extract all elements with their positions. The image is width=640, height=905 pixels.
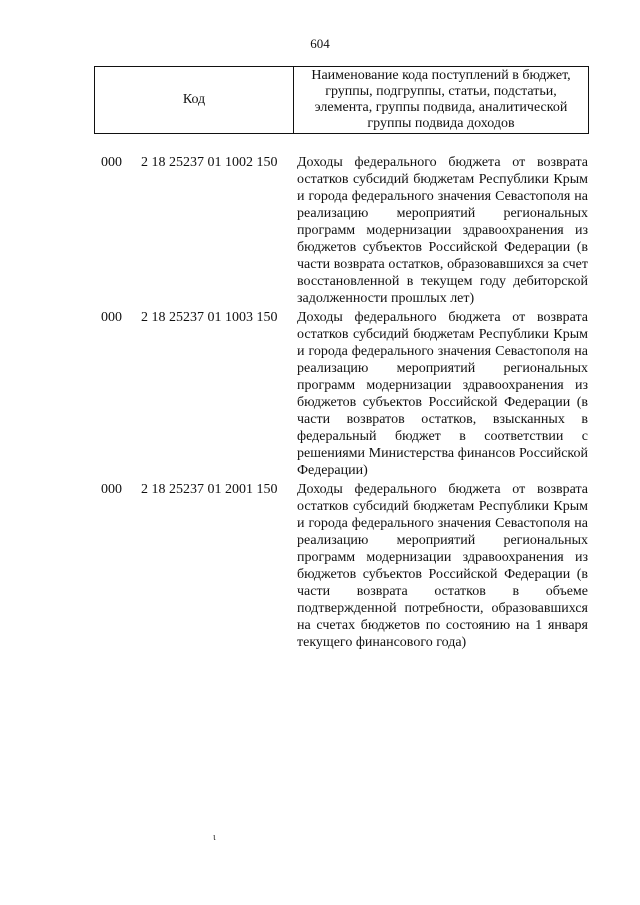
entry-revenue-code: 2 18 25237 01 1003 150	[141, 310, 278, 325]
entry-revenue-code: 2 18 25237 01 2001 150	[141, 482, 278, 497]
entry	[0, 154, 640, 307]
entry-description: Доходы федерального бюджета от возврата остатков субсидий бюджетам Республики Крым и города федерального значения Севастополя на реализацию мероприятий региональных программ модернизации здравоохранения из бюджетов субъектов Российской Федерации (в части возврата остатков, образовавшихся за счет восстановленной в текущем году дебиторской задолженности прошлых лет)	[297, 155, 588, 306]
entry-description: Доходы федерального бюджета от возврата остатков субсидий бюджетам Республики Крым и города федерального значения Севастополя на реализацию мероприятий региональных программ модернизации здравоохранения из бюджетов субъектов Российской Федерации (в части возвратов остатков, взысканных в федеральный бюджет в соответствии с решениями Министерства финансов Российской Федерации)	[297, 310, 588, 478]
entry-admin-code: 000	[101, 482, 122, 497]
bottom-mark: ι	[213, 832, 216, 843]
header-name-cell: Наименование кода поступлений в бюджет, группы, подгруппы, статьи, подстатьи, элемента, группы подвида, аналитической группы подвида доходов	[311, 68, 571, 131]
entry-revenue-code: 2 18 25237 01 1002 150	[141, 155, 278, 170]
entry-admin-code: 000	[101, 310, 122, 325]
entry	[0, 481, 640, 651]
entry-description: Доходы федерального бюджета от возврата остатков субсидий бюджетам Республики Крым и города федерального значения Севастополя на реализацию мероприятий региональных программ модернизации здравоохранения из бюджетов субъектов Российской Федерации (в части возврата остатков в объеме подтвержденной потребности, образовавшихся на счетах бюджетов по состоянию на 1 января текущего финансового года)	[297, 482, 588, 650]
entry	[0, 309, 640, 479]
entry-admin-code: 000	[101, 155, 122, 170]
entries-list	[0, 154, 640, 653]
page-number: 604	[310, 36, 330, 51]
header-table	[94, 66, 589, 134]
header-code-cell: Код	[95, 67, 294, 133]
